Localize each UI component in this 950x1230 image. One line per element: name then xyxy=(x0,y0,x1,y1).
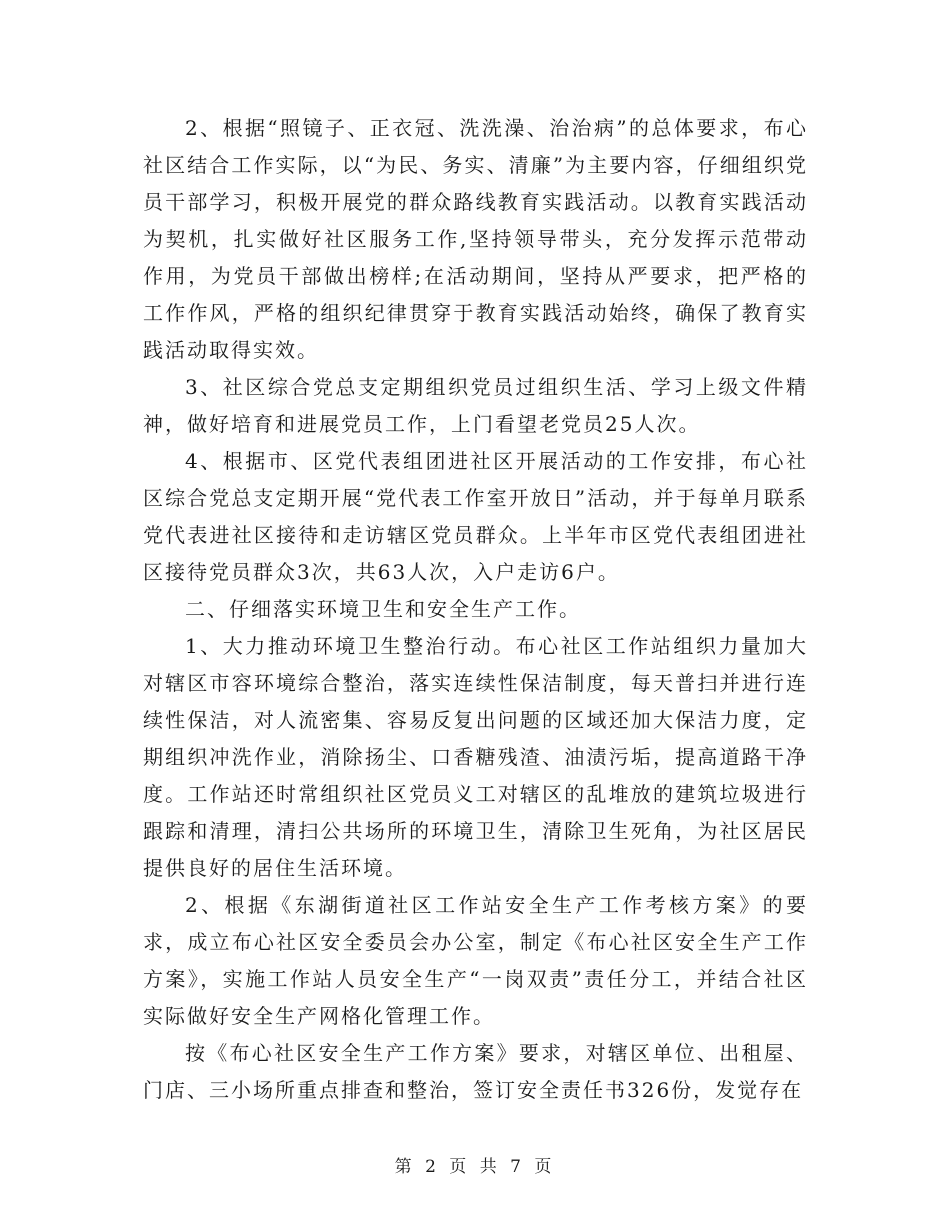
section-heading-2: 二、仔细落实环境卫生和安全生产工作。 xyxy=(185,597,581,621)
document-body xyxy=(143,110,808,1109)
paragraph-1: 2、根据“照镜子、正衣冠、洗洗澡、治治病”的总体要求，布心社区结合工作实际，以“为民、务实、清廉”为主要内容，仔细组织党员干部学习，积极开展党的群众路线教育实践活动。以教育实践活动为契机，扎实做好社区服务工作,坚持领导带头，充分发挥示范带动作用，为党员干部做出榜样;在活动期间，坚持从严要求，把严格的工作作风，严格的组织纪律贯穿于教育实践活动始终，确保了教育实践活动取得实效。 xyxy=(143,116,808,362)
paragraph-4: 1、大力推动环境卫生整治行动。布心社区工作站组织力量加大对辖区市容环境综合整治，落实连续性保洁制度，每天普扫并进行连续性保洁，对人流密集、容易反复出问题的区域还加大保洁力度，定期组织冲洗作业，消除扬尘、口香糖残渣、油渍污垢，提高道路干净度。工作站还时常组织社区党员义工对辖区的乱堆放的建筑垃圾进行跟踪和清理，清扫公共场所的环境卫生，清除卫生死角，为社区居民提供良好的居住生活环境。 xyxy=(143,634,808,880)
paragraph-2: 3、社区综合党总支定期组织党员过组织生活、学习上级文件精神，做好培育和进展党员工作，上门看望老党员25人次。 xyxy=(143,375,808,436)
paragraph-5: 2、根据《东湖街道社区工作站安全生产工作考核方案》的要求，成立布心社区安全委员会办公室，制定《布心社区安全生产工作方案》，实施工作站人员安全生产“一岗双责”责任分工，并结合社区实际做好安全生产网格化管理工作。 xyxy=(143,893,808,1028)
page-number-footer: 第 2 页 共 7 页 xyxy=(394,1157,556,1177)
paragraph-3: 4、根据市、区党代表组团进社区开展活动的工作安排，布心社区综合党总支定期开展“党代表工作室开放日”活动，并于每单月联系党代表进社区接待和走访辖区党员群众。上半年市区党代表组团进社区接待党员群众3次，共63人次，入户走访6户。 xyxy=(143,449,808,584)
paragraph-6: 按《布心社区安全生产工作方案》要求，对辖区单位、出租屋、门店、三小场所重点排查和整治，签订安全责任书326份，发觉存在 xyxy=(143,1041,808,1102)
